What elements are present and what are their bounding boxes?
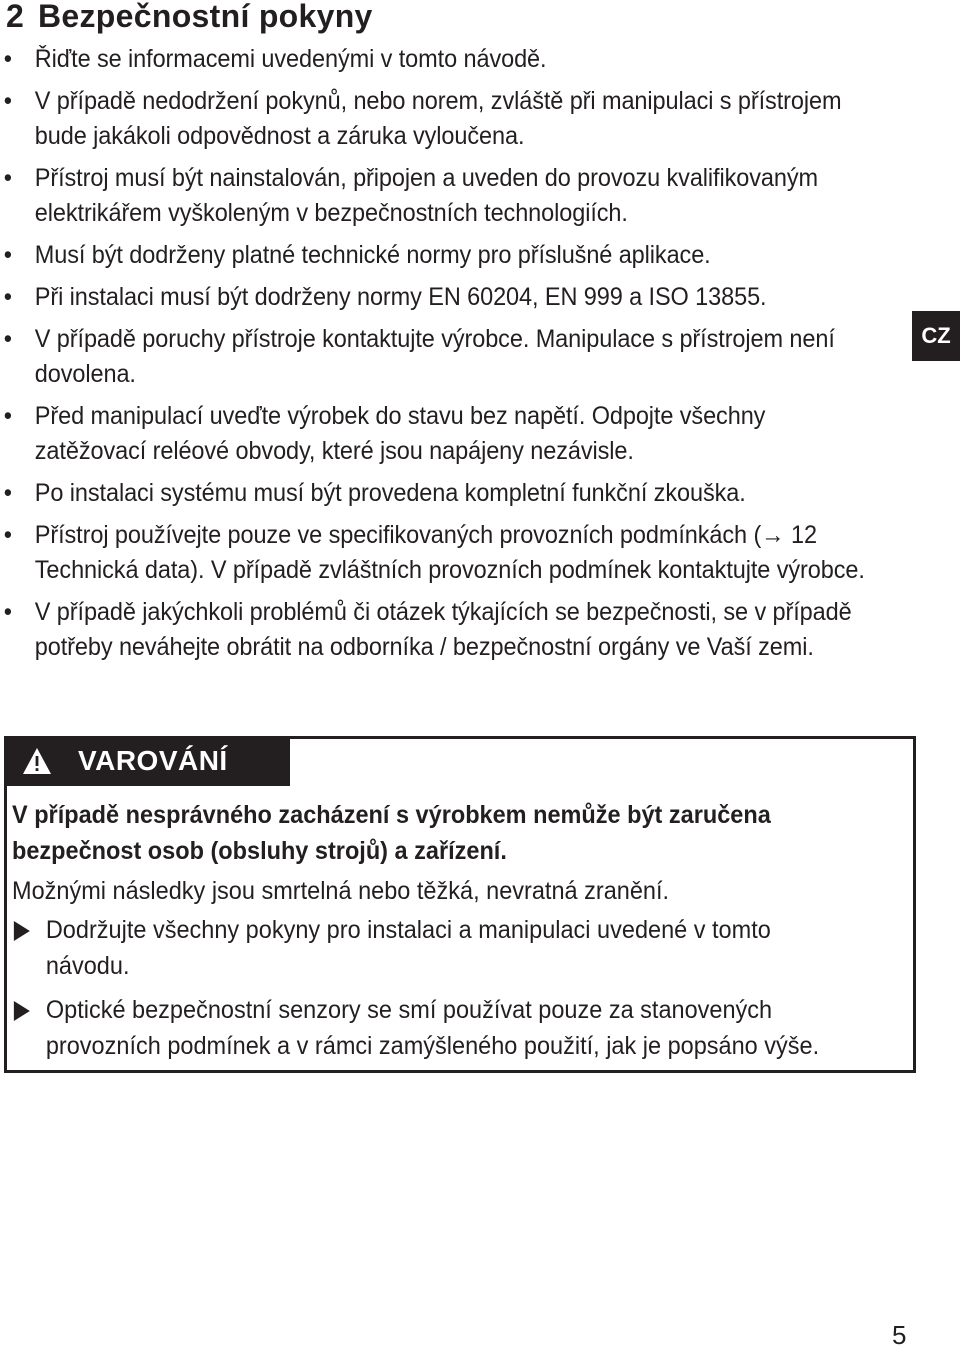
instruction-text: Optické bezpečnostní senzory se smí používat pouze za stanovených provozních podmínek a v rámci zamýšleného použití, jak je popsáno výše. <box>45 996 820 1060</box>
instruction-item <box>12 912 849 984</box>
instruction-item <box>12 992 849 1064</box>
list-item: • V případě poruchy přístroje kontaktujte výrobce. Manipulace s přístrojem není dovolena. <box>0 322 865 392</box>
warning-triangle-icon <box>22 747 52 775</box>
list-item: • Po instalaci systému musí být provedena kompletní funkční zkouška. <box>0 476 865 511</box>
arrow-right-icon <box>14 921 30 941</box>
list-item: • Řiďte se informacemi uvedenými v tomto návodě. <box>0 42 865 77</box>
list-item: • Přístroj používejte pouze ve specifikovaných provozních podmínkách (→ 12 Technická data). V případě zvláštních provozních podmínek kontaktujte výrobce. <box>0 518 865 588</box>
page-number: 5 <box>892 1320 907 1350</box>
list-item: • V případě nedodržení pokynů, nebo norem, zvláště při manipulaci s přístrojem bude jakákoli odpovědnost a záruka vyloučena. <box>0 84 865 154</box>
warning-header <box>4 736 290 786</box>
list-item: • V případě jakýchkoli problémů či otázek týkajících se bezpečnosti, se v případě potřeby neváhejte obrátit na odborníka / bezpečnostní orgány ve Vaší zemi. <box>0 595 865 665</box>
warning-statement: V případě nesprávného zacházení s výrobkem nemůže být zaručena bezpečnost osob (obsluhy strojů) a zařízení. <box>12 801 771 865</box>
list-item: • Musí být dodrženy platné technické normy pro příslušné aplikace. <box>0 238 865 273</box>
safety-instructions-list <box>0 42 920 672</box>
list-item: • Před manipulací uveďte výrobek do stavu bez napětí. Odpojte všechny zatěžovací reléové obvody, které jsou napájeny nezávisle. <box>0 399 865 469</box>
arrow-right-icon <box>14 1001 30 1021</box>
warning-consequence: Možnými následky jsou smrtelná nebo těžká, nevratná zranění. <box>12 877 670 905</box>
warning-body <box>12 797 902 1072</box>
warning-label: VAROVÁNÍ <box>78 745 228 776</box>
language-tab: CZ <box>912 311 960 361</box>
section-heading <box>6 0 373 34</box>
list-item: • Při instalaci musí být dodrženy normy EN 60204, EN 999 a ISO 13855. <box>0 280 865 315</box>
section-number: 2 <box>6 0 25 34</box>
instruction-text: Dodržujte všechny pokyny pro instalaci a manipulaci uvedené v tomto návodu. <box>45 916 771 980</box>
section-title: Bezpečnostní pokyny <box>38 0 373 34</box>
list-item: • Přístroj musí být nainstalován, připojen a uveden do provozu kvalifikovaným elektrikářem vyškoleným v bezpečnostních technologiích. <box>0 161 865 231</box>
